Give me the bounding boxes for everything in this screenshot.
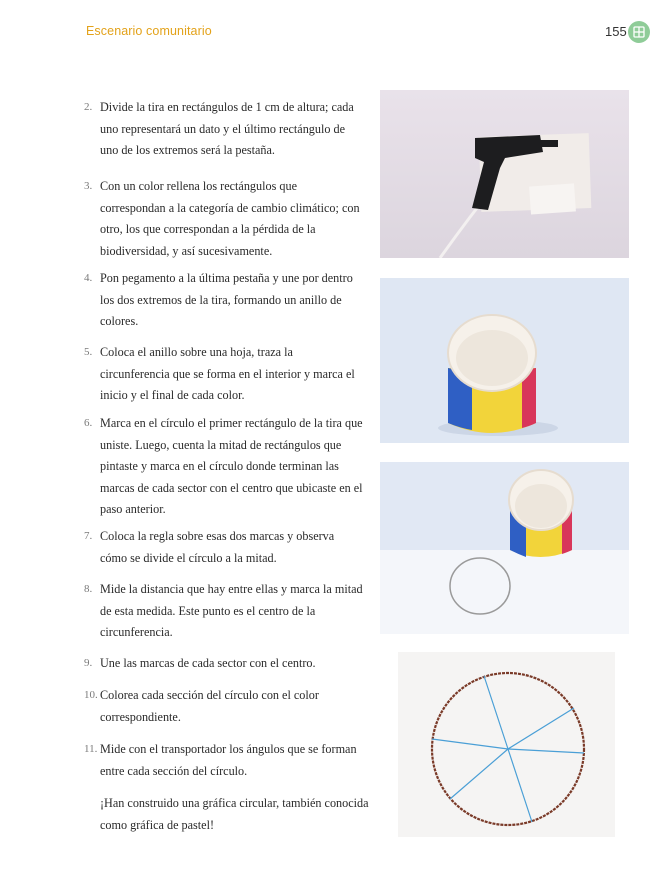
step-5 bbox=[84, 342, 364, 407]
step-text: Pon pegamento a la última pestaña y une por dentro los dos extremos de la tira, formando un anillo de colores. bbox=[100, 271, 353, 328]
step-text: Colorea cada sección del círculo con el color correspondiente. bbox=[100, 688, 319, 724]
section-title: Escenario comunitario bbox=[86, 24, 212, 38]
step-number: 8. bbox=[84, 583, 93, 595]
step-10 bbox=[84, 685, 364, 728]
step-number: 5. bbox=[84, 346, 93, 358]
page-badge-icon bbox=[628, 21, 650, 43]
step-8 bbox=[84, 579, 364, 644]
ring-and-circle-photo bbox=[380, 462, 629, 634]
step-6 bbox=[84, 413, 364, 521]
step-text: Coloca la regla sobre esas dos marcas y observa cómo se divide el círculo a la mitad. bbox=[100, 529, 335, 565]
step-number: 4. bbox=[84, 272, 93, 284]
step-text: Une las marcas de cada sector con el centro. bbox=[100, 656, 316, 670]
step-number: 2. bbox=[84, 101, 93, 113]
colored-ring-photo bbox=[380, 278, 629, 443]
step-number: 9. bbox=[84, 657, 93, 669]
step-number: 3. bbox=[84, 180, 93, 192]
step-2 bbox=[84, 97, 364, 162]
step-number: 6. bbox=[84, 417, 93, 429]
step-3 bbox=[84, 176, 364, 262]
closing-text: ¡Han construido una gráfica circular, también conocida como gráfica de pastel! bbox=[100, 796, 369, 832]
step-text: Coloca el anillo sobre una hoja, traza la circunferencia que se forma en el interior y marca el inicio y el final de cada color. bbox=[100, 345, 355, 402]
step-4 bbox=[84, 268, 364, 333]
step-number: 10. bbox=[84, 689, 98, 701]
step-number: 7. bbox=[84, 530, 93, 542]
glue-gun-photo bbox=[380, 90, 629, 258]
step-11 bbox=[84, 739, 364, 782]
step-text: Mide la distancia que hay entre ellas y marca la mitad de esta medida. Este punto es el centro de la circunferencia. bbox=[100, 582, 363, 639]
step-7 bbox=[84, 526, 364, 569]
circle-sectors-drawing bbox=[398, 652, 615, 837]
step-text: Divide la tira en rectángulos de 1 cm de altura; cada uno representará un dato y el último rectángulo de uno de los extremos será la pestaña. bbox=[100, 100, 354, 157]
step-9 bbox=[84, 653, 364, 675]
step-number: 11. bbox=[84, 743, 98, 755]
step-text: Con un color rellena los rectángulos que correspondan a la categoría de cambio climático; con otro, los que correspondan a la pérdida de la biodiversidad, y así sucesivamente. bbox=[100, 179, 360, 258]
step-text: Mide con el transportador los ángulos que se forman entre cada sección del círculo. bbox=[100, 742, 357, 778]
page-number: 155 bbox=[605, 24, 627, 39]
step-text: Marca en el círculo el primer rectángulo de la tira que uniste. Luego, cuenta la mitad de rectángulos que pintaste y marca en el círculo donde terminan las marcas de cada sector con el centro que ubicaste en el paso anterior. bbox=[100, 416, 363, 516]
